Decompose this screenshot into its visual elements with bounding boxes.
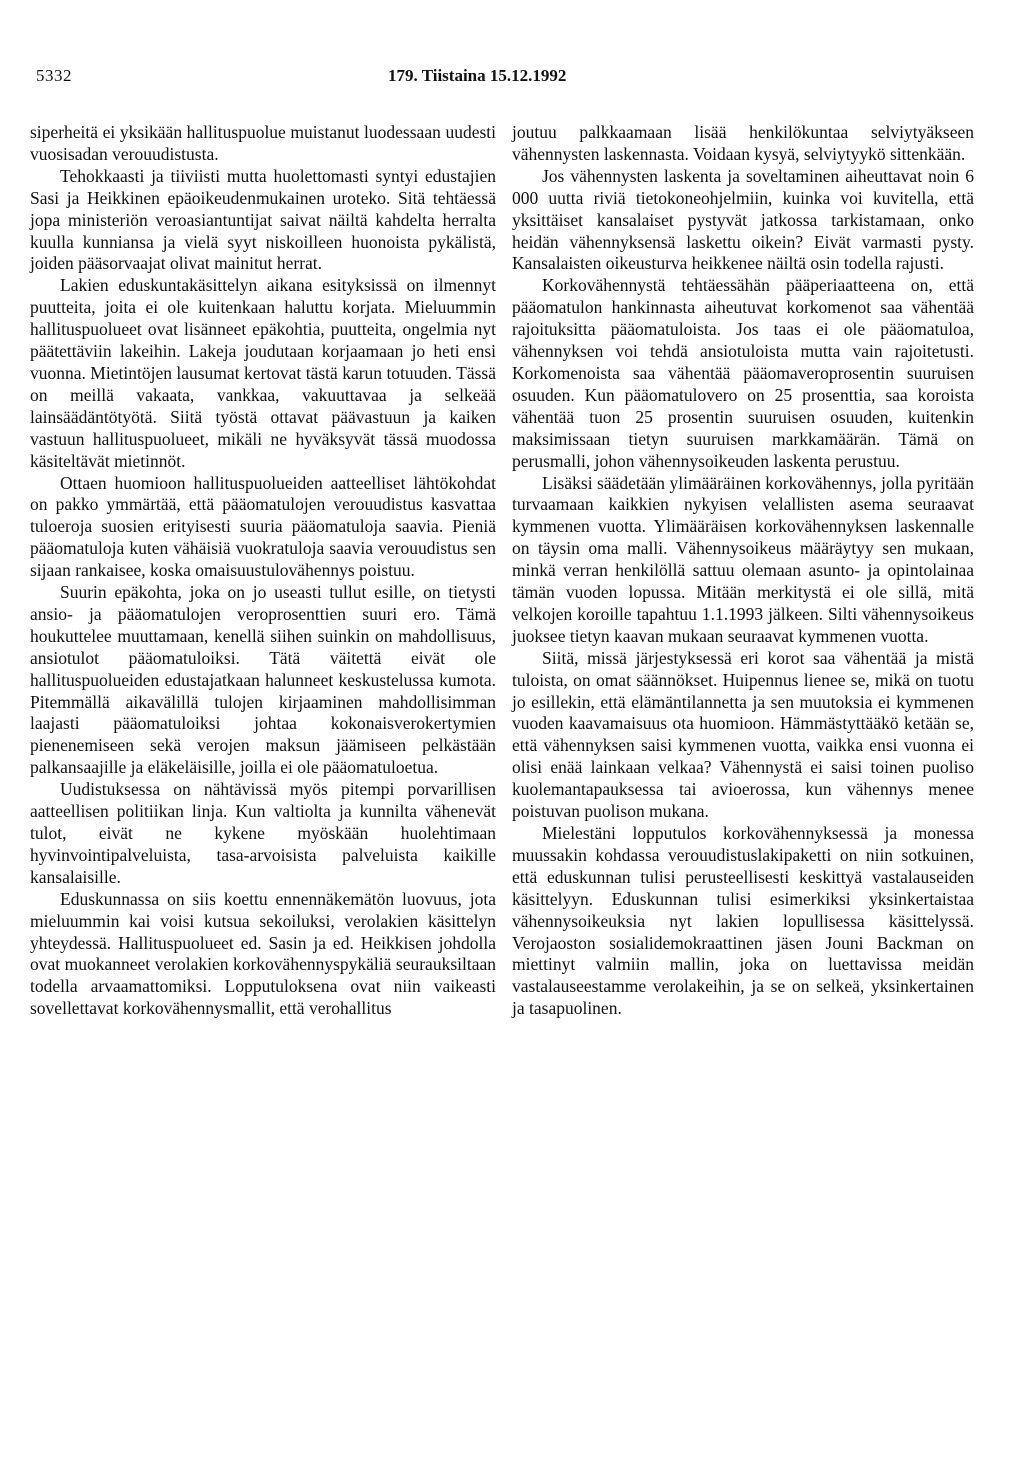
paragraph: Lakien eduskuntakäsittelyn aikana esityksissä on ilmennyt puutteita, joita ei ole kuitenkaan haluttu korjata. Mieluummin hallituspuolueet ovat lisänneet epäkohtia, puutteita, ongelmia nyt päätettäviin lakeihin. Lakeja joudutaan korjaamaan jo heti ensi vuonna. Mietintöjen lausumat kertovat tästä karun totuuden. Tässä on meillä vakaata, vankkaa, vakuuttavaa ja selkeää lainsäädäntötyötä. Siitä työstä ottavat päävastuun ja kaiken vastuun hallituspuolueet, mikäli ne hyväksyvät tässä muodossa käsiteltävät mietinnöt. <box>30 275 496 471</box>
paragraph: Lisäksi säädetään ylimääräinen korkovähennys, jolla pyritään turvaamaan kaikkien nykyisen velallisten asema seuraavat kymmenen vuotta. Ylimääräisen korkovähennyksen laskennalle on täysin oma malli. Vähennysoikeus määräytyy sen mukaan, minkä verran henkilöllä sattuu olemaan asunto- ja opintolainaa tämän vuoden lopussa. Mitään merkitystä ei ole sillä, mitä velkojen koroille tapahtuu 1.1.1993 jälkeen. Silti vähennysoikeus juoksee tietyn kaavan mukaan seuraavat kymmenen vuotta. <box>512 472 974 646</box>
right-column <box>512 122 974 1020</box>
paragraph: Jos vähennysten laskenta ja soveltaminen aiheuttavat noin 6 000 uutta riviä tietokoneohjelmiin, kuinka voi kuvitella, että yksittäiset kansalaiset pystyvät jatkossa tarkistamaan, onko heidän vähennyksensä laskettu oikein? Eivät varmasti pysty. Kansalaisten oikeusturva heikkenee näiltä osin todella rajusti. <box>512 165 974 274</box>
paragraph: Ottaen huomioon hallituspuolueiden aatteelliset lähtökohdat on pakko ymmärtää, että pääomatulojen verouudistus kasvattaa tuloeroja suosien erityisesti suuria pääomatuloja saavia. Pieniä pääomatuloja kuten vähäisiä vuokratuloja saavia verouudistus sen sijaan rankaisee, koska omaisuustulovähennys poistuu. <box>30 472 496 581</box>
paragraph: joutuu palkkaamaan lisää henkilökuntaa selviytyäkseen vähennysten laskennasta. Voidaan kysyä, selviytyykö sittenkään. <box>512 122 974 164</box>
left-column <box>30 122 496 1020</box>
page-number: 5332 <box>36 66 72 85</box>
paragraph: Uudistuksessa on nähtävissä myös pitempi porvarillisen aatteellisen politiikan linja. Kun valtiolta ja kunnilta vähenevät tulot, eivät ne kykene myöskään huolehtimaan hyvinvointipalveluista, tasa-arvoisista palveluista kaikille kansalaisille. <box>30 779 496 887</box>
page-header <box>36 66 988 90</box>
paragraph: Mielestäni lopputulos korkovähennyksessä ja monessa muussakin kohdassa verouudistuslakipaketti on niin sotkuinen, että eduskunnan tulisi perusteellisesti keskittyä vastalauseiden käsittelyyn. Eduskunnan tulisi esimerkiksi yksinkertaistaa vähennysoikeuksia nyt lakien lopullisessa käsittelyssä. Verojaoston sosialidemokraattinen jäsen Jouni Backman on miettinyt valmiin mallin, joka on luettavissa meidän vastalauseestamme verolakeihin, ja se on selkeä, yksinkertainen ja tasapuolinen. <box>512 823 974 1019</box>
paragraph: Korkovähennystä tehtäessähän pääperiaatteena on, että pääomatulon hankinnasta aiheutuvat korkomenot saa vähentää rajoituksitta pääomatuloista. Jos taas ei ole pääomatuloa, vähennyksen voi tehdä ansiotuloista mutta vain rajoitetusti. Korkomenoista saa vähentää pääomaveroprosentin suuruisen osuuden. Kun pääomatulovero on 25 prosenttia, saa koroista vähentää tuon 25 prosentin suuruisen osuuden, kuitenkin maksimissaan tietyn suuruisen markkamäärän. Tämä on perusmalli, johon vähennysoikeuden laskenta perustuu. <box>512 275 974 471</box>
paragraph: Eduskunnassa on siis koettu ennennäkemätön luovuus, jota mieluummin kai voisi kutsua sekoiluksi, verolakien käsittelyn yhteydessä. Hallituspuolueet ed. Sasin ja ed. Heikkisen johdolla ovat muokanneet verolakien korkovähennyspykäliä seurauksiltaan todella arvaamattomiksi. Lopputuloksena ovat niin vaikeasti sovellettavat korkovähennysmallit, että verohallitus <box>30 888 496 1019</box>
paragraph: Siitä, missä järjestyksessä eri korot saa vähentää ja mistä tuloista, on omat säännökset. Huipennus lienee se, mikä on tuotu jo esillekin, että elämäntilannetta ja sen muutoksia ei kymmenen vuoden kaavamaisuus ota huomioon. Hämmästyttääkö ketään se, että vähennyksen saisi kymmenen vuotta, vaikka ensi vuonna ei olisi enää lainkaan velkaa? Vähennystä ei saisi toinen puoliso kuolemantapauksessa tai avioerossa, kun vähennys menee poistuvan puolison mukana. <box>512 647 974 822</box>
session-info: 179. Tiistaina 15.12.1992 <box>388 66 567 85</box>
paragraph: siperheitä ei yksikään hallituspuolue muistanut luodessaan uudesti vuosisadan verouudistusta. <box>30 122 496 164</box>
paragraph: Tehokkaasti ja tiiviisti mutta huolettomasti syntyi edustajien Sasi ja Heikkinen epäoikeudenmukainen uroteko. Sitä tehtäessä jopa ministeriön veroasiantuntijat saivat näiltä kahdelta herralta kuulla kunniansa ja vielä syyt niskoilleen huonoista pykälistä, joiden pääsorvaajat olivat mainitut herrat. <box>30 165 496 274</box>
paragraph: Suurin epäkohta, joka on jo useasti tullut esille, on tietysti ansio- ja pääomatulojen veroprosenttien suuri ero. Tämä houkuttelee muuttamaan, kenellä siihen suinkin on mahdollisuus, ansiotulot pääomatuloiksi. Tätä väitettä eivät ole hallituspuolueiden edustajatkaan halunneet keskustelussa kumota. Pitemmällä aikavälillä tulojen kirjaaminen mahdollisimman laajasti pääomatuloiksi johtaa kokonaisverokertymien pienenemiseen sekä verojen maksun jäämiseen pelkästään palkansaajille ja eläkeläisille, joilla ei ole pääomatuloetua. <box>30 582 496 778</box>
